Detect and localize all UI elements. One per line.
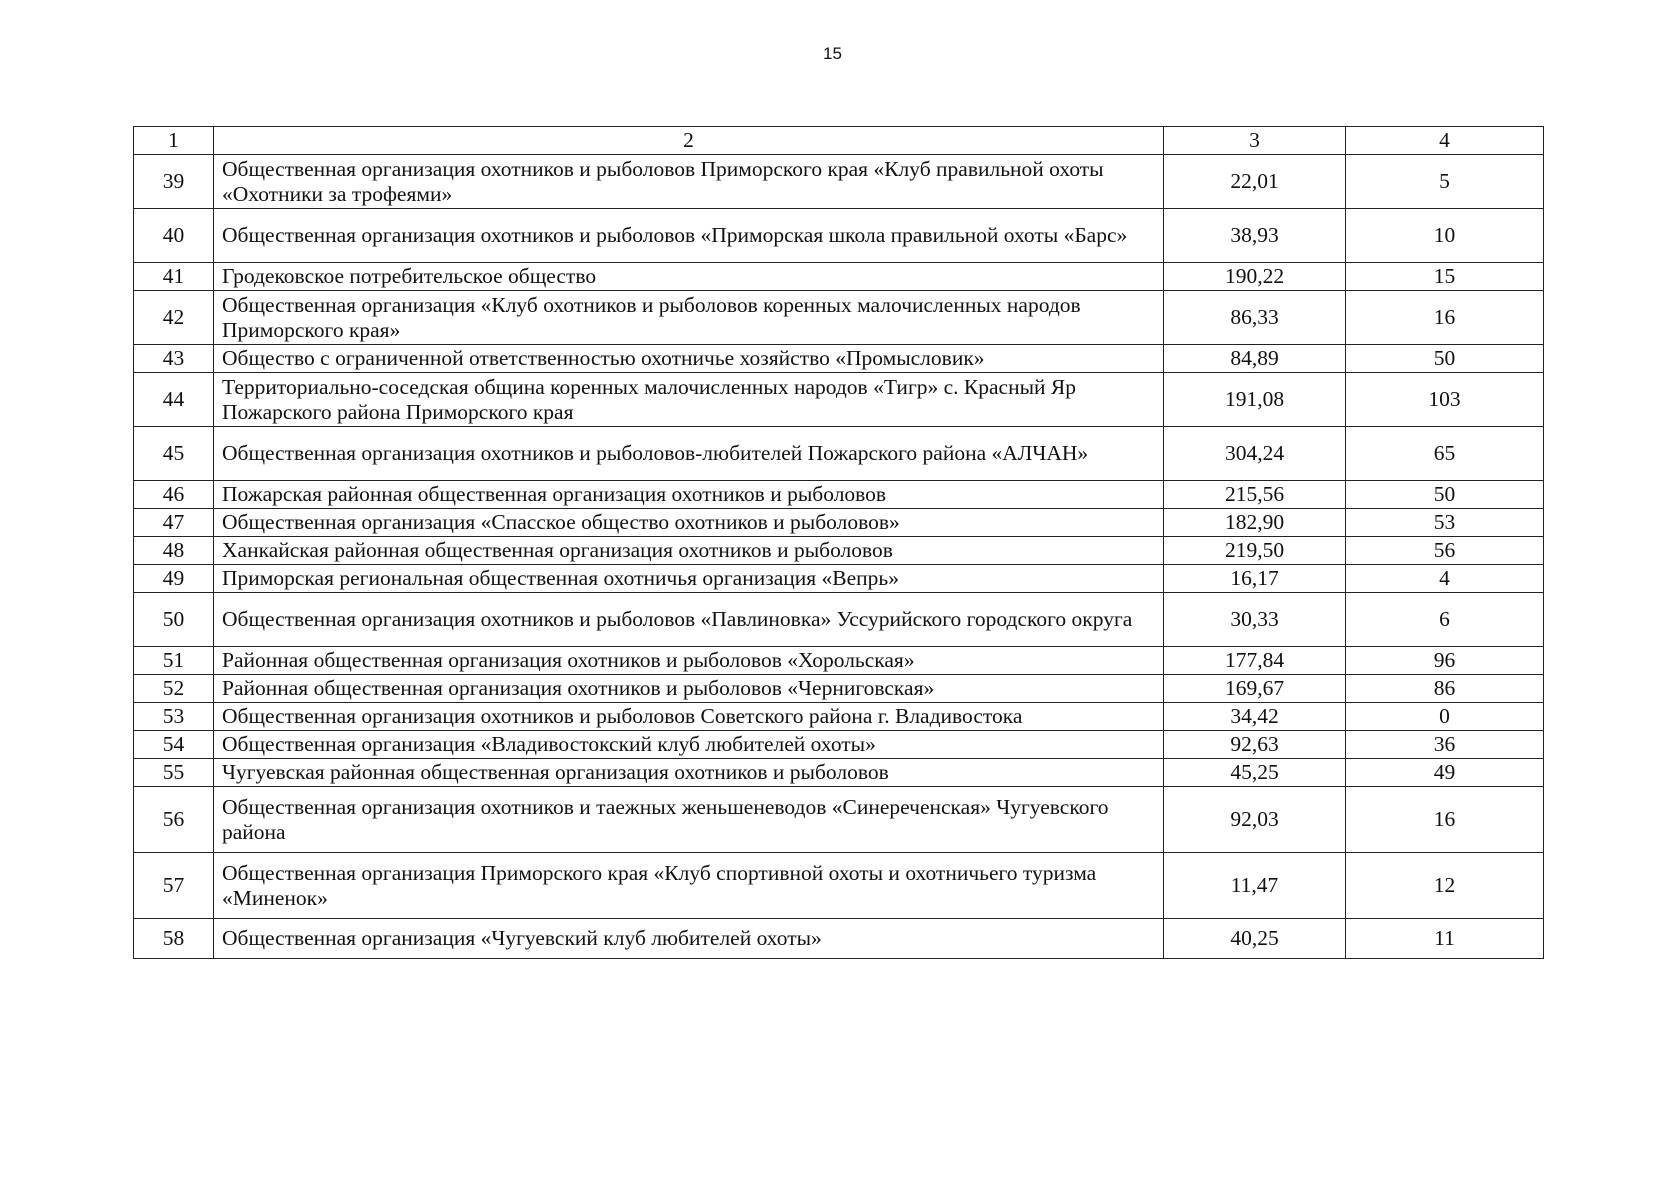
column-header-2: 2 xyxy=(214,127,1164,155)
organization-name-cell: Общественная организация охотников и таежных женьшеневодов «Синереченская» Чугуевского района xyxy=(214,787,1164,853)
area-cell: 45,25 xyxy=(1164,759,1346,787)
area-cell: 84,89 xyxy=(1164,345,1346,373)
row-number-cell: 39 xyxy=(134,155,214,209)
table-row xyxy=(134,537,1544,565)
count-cell: 15 xyxy=(1346,263,1544,291)
table-row xyxy=(134,155,1544,209)
table-row xyxy=(134,565,1544,593)
table-header-row xyxy=(134,127,1544,155)
row-number-cell: 43 xyxy=(134,345,214,373)
count-cell: 103 xyxy=(1346,373,1544,427)
table-body xyxy=(134,155,1544,959)
organization-name-cell: Районная общественная организация охотников и рыболовов «Черниговская» xyxy=(214,675,1164,703)
row-number-cell: 50 xyxy=(134,593,214,647)
row-number-cell: 46 xyxy=(134,481,214,509)
area-cell: 190,22 xyxy=(1164,263,1346,291)
count-cell: 16 xyxy=(1346,787,1544,853)
table-row xyxy=(134,373,1544,427)
row-number-cell: 42 xyxy=(134,291,214,345)
organization-name-cell: Общественная организация «Чугуевский клуб любителей охоты» xyxy=(214,919,1164,959)
area-cell: 38,93 xyxy=(1164,209,1346,263)
table-row xyxy=(134,481,1544,509)
table-row xyxy=(134,759,1544,787)
table-row xyxy=(134,509,1544,537)
organization-name-cell: Общество с ограниченной ответственностью охотничье хозяйство «Промысловик» xyxy=(214,345,1164,373)
count-cell: 96 xyxy=(1346,647,1544,675)
organization-name-cell: Пожарская районная общественная организация охотников и рыболовов xyxy=(214,481,1164,509)
count-cell: 56 xyxy=(1346,537,1544,565)
row-number-cell: 45 xyxy=(134,427,214,481)
row-number-cell: 47 xyxy=(134,509,214,537)
column-header-1: 1 xyxy=(134,127,214,155)
table-row xyxy=(134,263,1544,291)
row-number-cell: 55 xyxy=(134,759,214,787)
page-number: 15 xyxy=(823,44,842,63)
organization-name-cell: Чугуевская районная общественная организация охотников и рыболовов xyxy=(214,759,1164,787)
organization-name-cell: Общественная организация «Клуб охотников и рыболовов коренных малочисленных народов Приморского края» xyxy=(214,291,1164,345)
table-row xyxy=(134,593,1544,647)
count-cell: 36 xyxy=(1346,731,1544,759)
table-row xyxy=(134,853,1544,919)
count-cell: 50 xyxy=(1346,345,1544,373)
organization-name-cell: Общественная организация охотников и рыболовов-любителей Пожарского района «АЛЧАН» xyxy=(214,427,1164,481)
organization-name-cell: Ханкайская районная общественная организация охотников и рыболовов xyxy=(214,537,1164,565)
area-cell: 177,84 xyxy=(1164,647,1346,675)
organization-name-cell: Территориально-соседская община коренных малочисленных народов «Тигр» с. Красный Яр Пожарского района Приморского края xyxy=(214,373,1164,427)
area-cell: 40,25 xyxy=(1164,919,1346,959)
row-number-cell: 40 xyxy=(134,209,214,263)
area-cell: 92,03 xyxy=(1164,787,1346,853)
column-header-4: 4 xyxy=(1346,127,1544,155)
area-cell: 215,56 xyxy=(1164,481,1346,509)
count-cell: 5 xyxy=(1346,155,1544,209)
count-cell: 53 xyxy=(1346,509,1544,537)
count-cell: 10 xyxy=(1346,209,1544,263)
count-cell: 86 xyxy=(1346,675,1544,703)
count-cell: 50 xyxy=(1346,481,1544,509)
table-row xyxy=(134,919,1544,959)
row-number-cell: 58 xyxy=(134,919,214,959)
area-cell: 86,33 xyxy=(1164,291,1346,345)
table-row xyxy=(134,703,1544,731)
column-header-3: 3 xyxy=(1164,127,1346,155)
count-cell: 11 xyxy=(1346,919,1544,959)
table-row xyxy=(134,291,1544,345)
area-cell: 30,33 xyxy=(1164,593,1346,647)
organization-name-cell: Общественная организация охотников и рыболовов «Павлиновка» Уссурийского городского округа xyxy=(214,593,1164,647)
table-row xyxy=(134,427,1544,481)
organization-name-cell: Общественная организация «Владивостокский клуб любителей охоты» xyxy=(214,731,1164,759)
area-cell: 169,67 xyxy=(1164,675,1346,703)
area-cell: 219,50 xyxy=(1164,537,1346,565)
count-cell: 65 xyxy=(1346,427,1544,481)
area-cell: 92,63 xyxy=(1164,731,1346,759)
table-row xyxy=(134,647,1544,675)
table-row xyxy=(134,787,1544,853)
row-number-cell: 51 xyxy=(134,647,214,675)
organization-name-cell: Общественная организация Приморского края «Клуб спортивной охоты и охотничьего туризма «Миненок» xyxy=(214,853,1164,919)
area-cell: 34,42 xyxy=(1164,703,1346,731)
table-row xyxy=(134,731,1544,759)
row-number-cell: 57 xyxy=(134,853,214,919)
organization-name-cell: Общественная организация охотников и рыболовов Советского района г. Владивостока xyxy=(214,703,1164,731)
row-number-cell: 53 xyxy=(134,703,214,731)
area-cell: 304,24 xyxy=(1164,427,1346,481)
row-number-cell: 49 xyxy=(134,565,214,593)
organization-name-cell: Районная общественная организация охотников и рыболовов «Хорольская» xyxy=(214,647,1164,675)
organization-name-cell: Общественная организация охотников и рыболовов Приморского края «Клуб правильной охоты «Охотники за трофеями» xyxy=(214,155,1164,209)
area-cell: 191,08 xyxy=(1164,373,1346,427)
table-row xyxy=(134,209,1544,263)
row-number-cell: 56 xyxy=(134,787,214,853)
row-number-cell: 41 xyxy=(134,263,214,291)
area-cell: 182,90 xyxy=(1164,509,1346,537)
table-row xyxy=(134,675,1544,703)
count-cell: 6 xyxy=(1346,593,1544,647)
area-cell: 11,47 xyxy=(1164,853,1346,919)
organization-name-cell: Гродековское потребительское общество xyxy=(214,263,1164,291)
registry-table xyxy=(133,126,1544,959)
row-number-cell: 44 xyxy=(134,373,214,427)
row-number-cell: 48 xyxy=(134,537,214,565)
count-cell: 0 xyxy=(1346,703,1544,731)
organization-name-cell: Приморская региональная общественная охотничья организация «Вепрь» xyxy=(214,565,1164,593)
area-cell: 22,01 xyxy=(1164,155,1346,209)
count-cell: 49 xyxy=(1346,759,1544,787)
count-cell: 4 xyxy=(1346,565,1544,593)
area-cell: 16,17 xyxy=(1164,565,1346,593)
row-number-cell: 54 xyxy=(134,731,214,759)
organization-name-cell: Общественная организация «Спасское общество охотников и рыболовов» xyxy=(214,509,1164,537)
organization-name-cell: Общественная организация охотников и рыболовов «Приморская школа правильной охоты «Барс» xyxy=(214,209,1164,263)
count-cell: 16 xyxy=(1346,291,1544,345)
table-row xyxy=(134,345,1544,373)
row-number-cell: 52 xyxy=(134,675,214,703)
count-cell: 12 xyxy=(1346,853,1544,919)
